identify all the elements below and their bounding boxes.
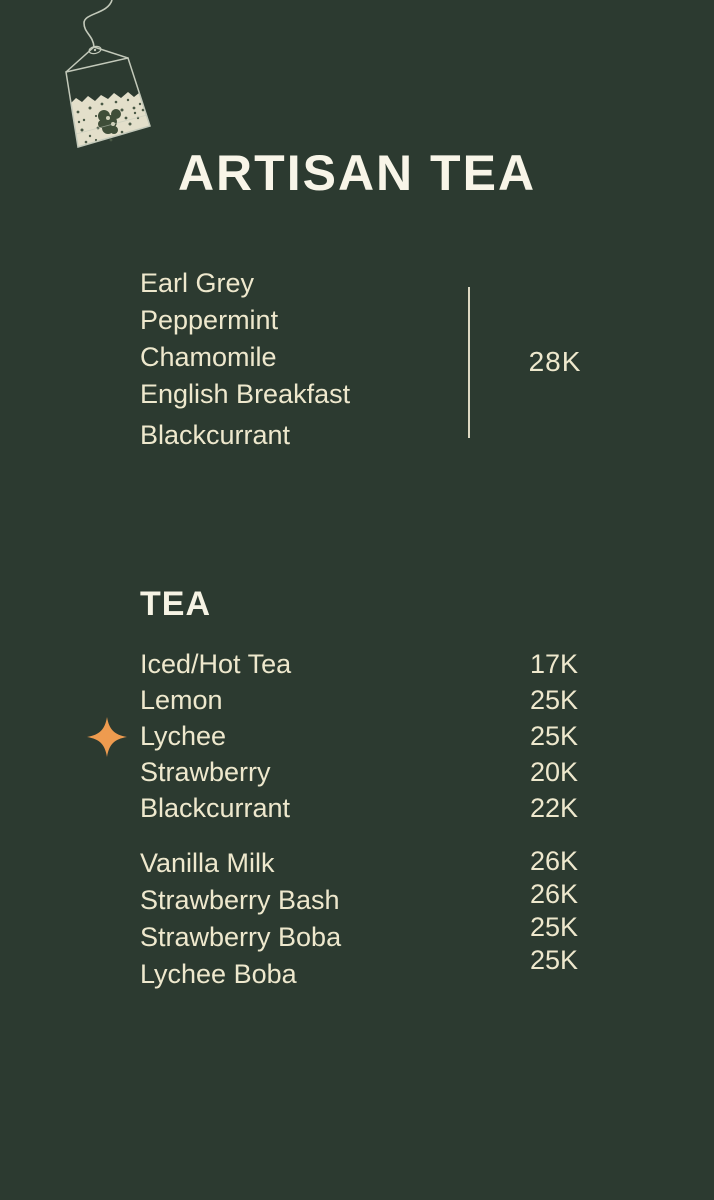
item-name: Iced/Hot Tea (140, 649, 292, 679)
menu-row (140, 646, 578, 682)
artisan-item: Chamomile (140, 342, 277, 372)
artisan-item: English Breakfast (140, 379, 351, 409)
item-name: Vanilla Milk (140, 848, 275, 878)
menu-row-featured (140, 718, 578, 754)
artisan-item: Peppermint (140, 305, 279, 335)
milk-tea-group (140, 845, 578, 993)
item-price: 20K (529, 757, 578, 787)
item-price: 25K (529, 721, 578, 751)
item-name: Lychee Boba (140, 959, 297, 989)
menu-row (140, 682, 578, 718)
item-name: Lychee (140, 721, 227, 751)
artisan-item: Blackcurrant (140, 420, 291, 450)
item-price: 25K (529, 945, 578, 975)
sparkle-icon (86, 716, 128, 758)
item-names-column (140, 845, 341, 993)
menu-row (140, 790, 578, 826)
item-price: 25K (529, 685, 578, 715)
page-title: ARTISAN TEA (177, 145, 537, 201)
artisan-price: 28K (528, 346, 582, 377)
menu-row (140, 754, 578, 790)
item-price: 22K (529, 793, 578, 823)
item-name: Lemon (140, 685, 223, 715)
artisan-tea-list (140, 265, 350, 454)
teabag-icon (38, 0, 188, 165)
item-name: Strawberry (140, 757, 271, 787)
tea-section (140, 585, 578, 993)
item-name: Blackcurrant (140, 793, 291, 823)
item-prices-column (530, 845, 578, 993)
item-price: 25K (529, 912, 578, 942)
item-name: Strawberry Boba (140, 922, 342, 952)
item-price: 17K (529, 649, 578, 679)
item-name: Strawberry Bash (140, 885, 340, 915)
vertical-divider (468, 287, 470, 438)
item-price: 26K (529, 846, 578, 876)
tea-section-heading: TEA (140, 585, 211, 623)
artisan-item: Earl Grey (140, 268, 255, 298)
item-price: 26K (529, 879, 578, 909)
